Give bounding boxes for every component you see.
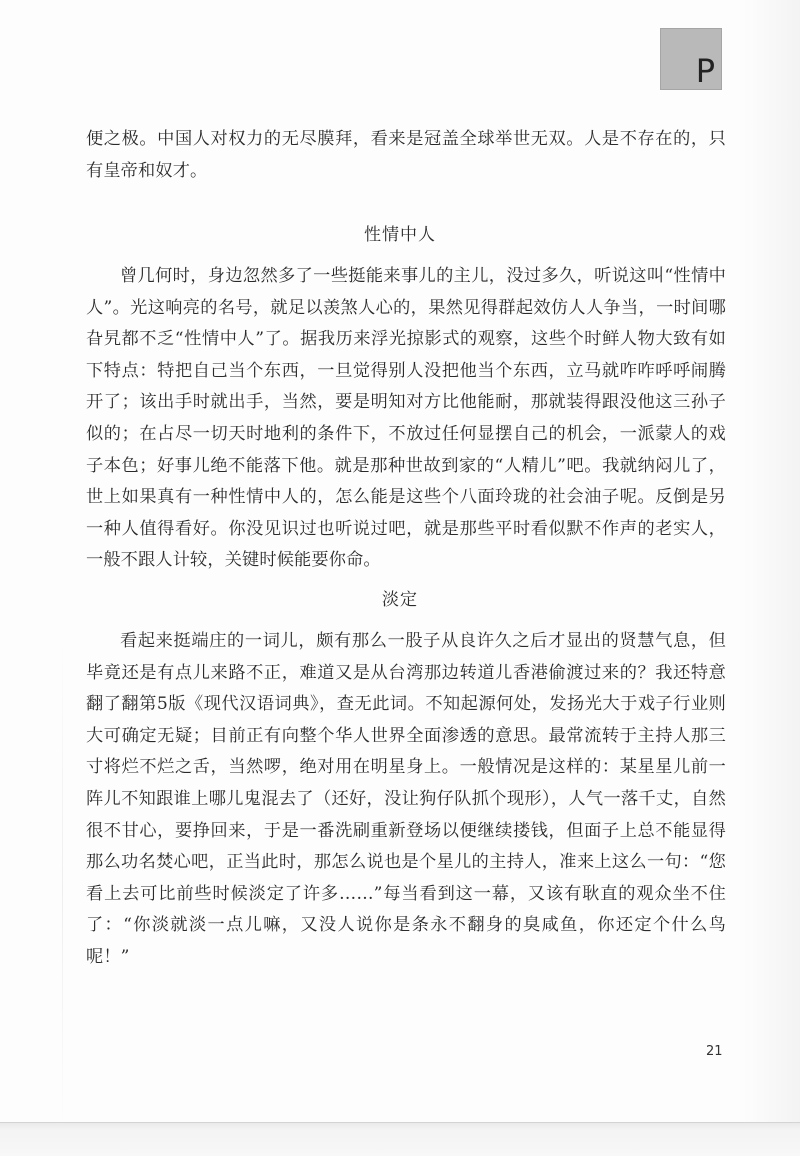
- section-paragraph: 曾几何时，身边忽然多了一些挺能来事儿的主儿，没过多久，听说这叫“性情中人”。光这响亮的名号，就足以羡煞人心的，果然见得群起效仿人人争当，一时间哪旮旯都不乏“性情中人”了。据我历来浮光掠影式的观察，这些个时鲜人物大致有如下特点：特把自己当个东西，一旦觉得别人没把他当个东西，立马就咋咋呼呼闹腾开了；该出手时就出手，当然，要是明知对方比他能耐，那就装得跟没他这三孙子似的；在占尽一切天时地利的条件下，不放过任何显摆自己的机会，一派蒙人的戏子本色；好事儿绝不能落下他。就是那种世故到家的“人精儿”吧。我就纳闷儿了，世上如果真有一种性情中人的，怎么能是这些个八面玲珑的社会油子呢。反倒是另一种人值得看好。你没见识过也听说过吧，就是那些平时看似默不作声的老实人，一般不跟人计较，关键时候能要你命。: [86, 266, 726, 571]
- opening-paragraph: 便之极。中国人对权力的无尽膜拜，看来是冠盖全球举世无双。人是不存在的，只有皇帝和奴才。: [86, 129, 726, 181]
- section-thumb-tab: [660, 28, 722, 90]
- page-bottom-edge: [0, 1122, 800, 1156]
- binding-shadow: [62, 640, 63, 1140]
- section-heading: 淡定: [382, 590, 418, 610]
- section-heading: 性情中人: [364, 225, 436, 245]
- thumb-tab-letter: P: [695, 52, 715, 90]
- page-edge-shadow: [742, 0, 800, 1156]
- section-paragraph: 看起来挺端庄的一词儿，颇有那么一股子从良许久之后才显出的贤慧气息，但毕竟还是有点儿来路不正，难道又是从台湾那边转道儿香港偷渡过来的？我还特意翻了翻第5版《现代汉语词典》，查无此词。不知起源何处，发扬光大于戏子行业则大可确定无疑；目前正有向整个华人世界全面渗透的意思。最常流转于主持人那三寸将烂不烂之舌，当然啰，绝对用在明星身上。一般情况是这样的：某星星儿前一阵儿不知跟谁上哪儿鬼混去了（还好，没让狗仔队抓个现形），人气一落千丈，自然很不甘心，要挣回来，于是一番洗刷重新登场以便继续搂钱，但面子上总不能显得那么功名焚心吧，正当此时，那怎么说也是个星儿的主持人，准来上这么一句：“您看上去可比前些时候淡定了许多……”每当看到这一幕，又该有耿直的观众坐不住了：“你淡就淡一点儿嘛，又没人说你是条永不翻身的臭咸鱼，你还定个什么鸟呢！”: [86, 631, 726, 967]
- page-number: 21: [706, 1044, 723, 1059]
